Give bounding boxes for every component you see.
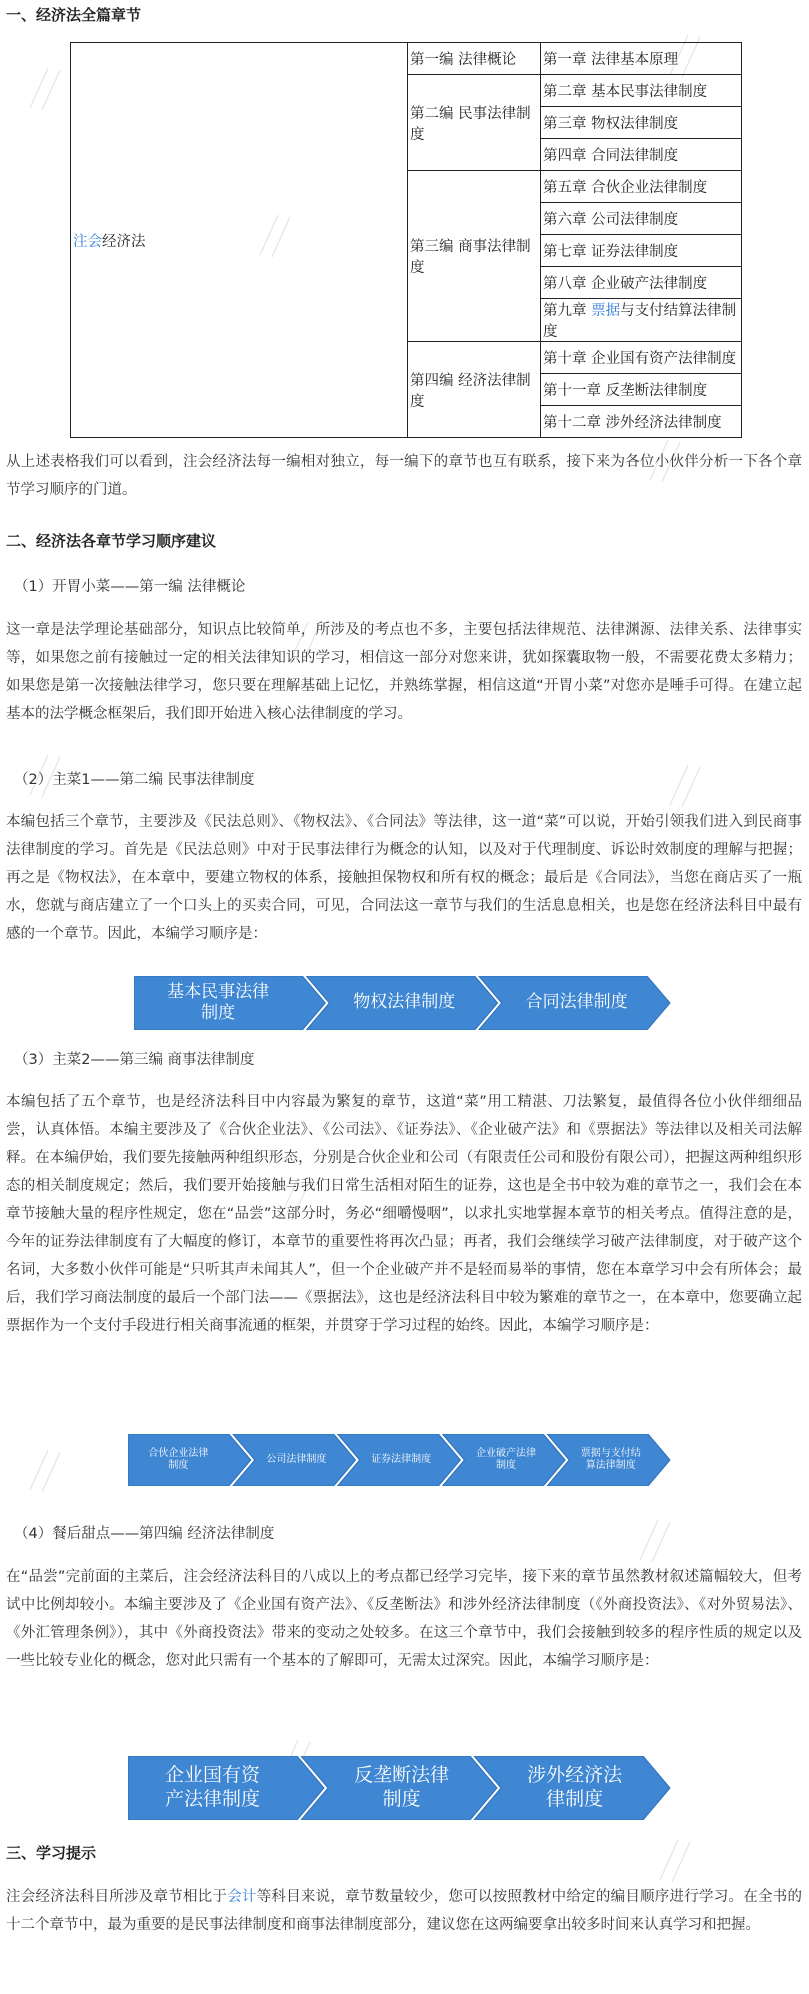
watermark-mark: [650, 1830, 710, 1890]
section-heading: 二、经济法各章节学习顺序建议: [6, 532, 217, 550]
tip-text-start: 注会经济法科目所涉及章节相比于: [6, 1889, 228, 1905]
chapter-9-suffix: 与支付结算法律制度: [543, 303, 737, 340]
chapter-9-link[interactable]: 票据: [591, 303, 621, 319]
flow-step-label: 合伙企业法律制度: [148, 1447, 209, 1471]
chapter-cell: 第八章 企业破产法律制度: [541, 267, 742, 299]
chapter-cell: 第五章 合伙企业法律制度: [541, 171, 742, 203]
section-heading: 一、经济法全篇章节: [6, 6, 142, 24]
chapter-cell: 第一章 法律基本原理: [541, 43, 742, 75]
flow-step-label: 涉外经济法律制度: [527, 1764, 623, 1810]
root-cell: [71, 43, 408, 438]
study-order-flow: [128, 1756, 674, 1820]
subsection-title: （1）开胃小菜——第一编 法律概论: [14, 579, 246, 595]
part-cell: 第二编 民事法律制度: [408, 75, 541, 171]
section-heading: 三、学习提示: [6, 1844, 97, 1862]
chapter-cell: 第三章 物权法律制度: [541, 107, 742, 139]
chapter-cell: 第十一章 反垄断法律制度: [541, 374, 742, 406]
root-label: 经济法: [102, 233, 146, 250]
paragraph: 在“品尝”完前面的主菜后，注会经济法科目的八成以上的考点都已经学习完毕，接下来的章节虽然教材叙述篇幅较大，但考试中比例却较小。本编主要涉及了《企业国有资产法》、《反垄断法》和涉外经济法律制度（《外商投资法》、《对外贸易法》、《外汇管理条例》），其中《外商投资法》带来的变动之处较多。在这三个章节中，我们会接触到较多的程序性质的规定以及一些比较专业化的概念，您对此只需有一个基本的了解即可，无需太过深究。因此，本编学习顺序是：: [6, 1569, 802, 1669]
tip-text-end: 等科目来说，章节数量较少，您可以按照教材中给定的编目顺序进行学习。在全书的十二个章节中，最为重要的是民事法律制度和商事法律制度部分，建议您在这两编要拿出较多时间来认真学习和把握。: [6, 1889, 803, 1933]
flow-step-label: 公司法律制度: [266, 1453, 327, 1465]
accounting-link[interactable]: 会计: [227, 1889, 257, 1905]
subsection-title: （2）主菜1——第二编 民事法律制度: [14, 772, 255, 788]
chapter-cell: 第六章 公司法律制度: [541, 203, 742, 235]
chapter-cell: 第七章 证券法律制度: [541, 235, 742, 267]
part-cell: 第一编 法律概论: [408, 43, 541, 75]
chapter-cell: [541, 299, 742, 342]
paragraph: 本编包括了五个章节，也是经济法科目中内容最为繁复的章节，这道“菜”用工精湛、刀法繁复，最值得各位小伙伴细细品尝，认真体悟。本编主要涉及了《合伙企业法》、《公司法》、《证券法》、《企业破产法》和《票据法》等法律以及相关司法解释。在本编伊始，我们要先接触两种组织形态，分别是合伙企业和公司（有限责任公司和股份有限公司），把握这两种组织形态的相关制度规定；然后，我们要开始接触与我们日常生活相对陌生的证券，这也是全书中较为难的章节之一，我们会在本章节接触大量的程序性规定，您在“品尝”这部分时，务必“细嚼慢咽”，以求扎实地掌握本章节的相关考点。值得注意的是，今年的证券法律制度有了大幅度的修订，本章节的重要性将再次凸显；再者，我们会继续学习破产法律制度，对于破产这个名词，大多数小伙伴可能是“只听其声未闻其人”，但一个企业破产并不是轻而易举的事情，您在本章学习中会有所体会；最后，我们学习商法制度的最后一个部门法——《票据法》，这也是经济法科目中较为繁难的章节之一，在本章中，您要确立起票据作为一个支付手段进行相关商事流通的框架，并贯穿于学习过程的始终。因此，本编学习顺序是：: [6, 1094, 802, 1334]
intro-paragraph: 从上述表格我们可以看到，注会经济法每一编相对独立，每一编下的章节也互有联系，接下来为各位小伙伴分析一下各个章节学习顺序的门道。: [6, 454, 802, 498]
watermark-mark: [20, 1440, 80, 1500]
subsection-title: （3）主菜2——第三编 商事法律制度: [14, 1052, 255, 1068]
part-cell: 第三编 商事法律制度: [408, 171, 541, 342]
chapter-cell: 第十章 企业国有资产法律制度: [541, 342, 742, 374]
part-cell: 第四编 经济法律制度: [408, 342, 541, 438]
flow-step-label: 企业国有资产法律制度: [164, 1764, 260, 1810]
flow-step-label: 企业破产法律制度: [476, 1447, 536, 1471]
chapter-cell: 第十二章 涉外经济法律制度: [541, 406, 742, 438]
subsection-title: （4）餐后甜点——第四编 经济法律制度: [14, 1526, 275, 1542]
watermark-mark: [660, 755, 720, 815]
chapter-9-prefix: 第九章: [543, 303, 592, 319]
chapter-cell: 第二章 基本民事法律制度: [541, 75, 742, 107]
flow-step-label: 合同法律制度: [525, 992, 628, 1013]
flow-step-label: 票据与支付结算法律制度: [580, 1447, 641, 1471]
study-order-flow: [128, 1434, 674, 1486]
chapter-cell: 第四章 合同法律制度: [541, 139, 742, 171]
chapter-table: [70, 42, 742, 438]
flow-step-label: 证券法律制度: [371, 1453, 432, 1465]
paragraph: 这一章是法学理论基础部分，知识点比较简单，所涉及的考点也不多，主要包括法律规范、法律渊源、法律关系、法律事实等，如果您之前有接触过一定的相关法律知识的学习，相信这一部分对您来讲，犹如探囊取物一般，不需要花费太多精力；如果您是第一次接触法律学习，您只要在理解基础上记忆，并熟练掌握，相信这道“开胃小菜”对您亦是唾手可得。在建立起基本的法学概念框架后，我们即开始进入核心法律制度的学习。: [6, 622, 802, 722]
paragraph: 本编包括三个章节，主要涉及《民法总则》、《物权法》、《合同法》等法律，这一道“菜”可以说，开始引领我们进入到民商事法律制度的学习。首先是《民法总则》中对于民事法律行为概念的认知，以及对于代理制度、诉讼时效制度的理解与把握；再之是《物权法》，在本章中，要建立物权的体系，接触担保物权和所有权的概念；最后是《合同法》，当您在商店买了一瓶水，您就与商店建立了一个口头上的买卖合同，可见，合同法这一章节与我们的生活息息相关，也是您在经济法科目中最有感的一个章节。因此，本编学习顺序是：: [6, 814, 802, 942]
watermark-mark: [630, 1510, 690, 1570]
flow-step-label: 反垄断法律制度: [354, 1764, 450, 1810]
flow-step-label: 物权法律制度: [353, 992, 456, 1013]
study-order-flow: [134, 976, 674, 1030]
flow-step-label: 基本民事法律制度: [167, 981, 270, 1023]
paragraph: [6, 1883, 802, 1939]
root-link[interactable]: 注会: [73, 233, 102, 250]
